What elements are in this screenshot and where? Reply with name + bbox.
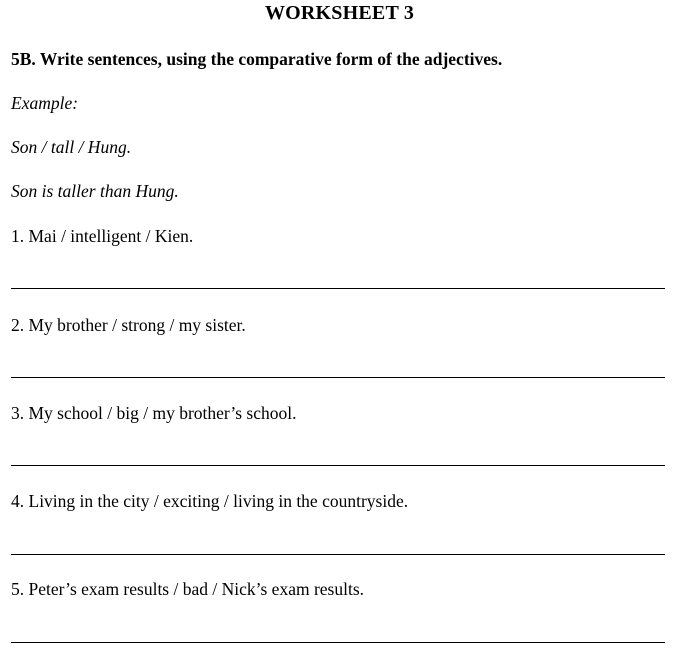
question-5: 5. Peter’s exam results / bad / Nick’s exam results. xyxy=(11,579,365,599)
question-1: 1. Mai / intelligent / Kien. xyxy=(11,226,194,246)
question-2: 2. My brother / strong / my sister. xyxy=(11,315,246,335)
answer-line-1 xyxy=(11,288,665,289)
question-3: 3. My school / big / my brother’s school. xyxy=(11,403,297,423)
example-answer: Son is taller than Hung. xyxy=(11,181,179,201)
answer-line-3 xyxy=(11,465,665,466)
example-label: Example: xyxy=(11,93,79,113)
answer-line-2 xyxy=(11,377,665,378)
question-4: 4. Living in the city / exciting / living in the countryside. xyxy=(11,491,409,511)
exercise-instruction: 5B. Write sentences, using the comparative form of the adjectives. xyxy=(11,49,503,69)
answer-line-4 xyxy=(11,554,665,555)
example-prompt: Son / tall / Hung. xyxy=(11,137,132,157)
answer-line-5 xyxy=(11,642,665,643)
worksheet-title: WORKSHEET 3 xyxy=(264,2,415,24)
